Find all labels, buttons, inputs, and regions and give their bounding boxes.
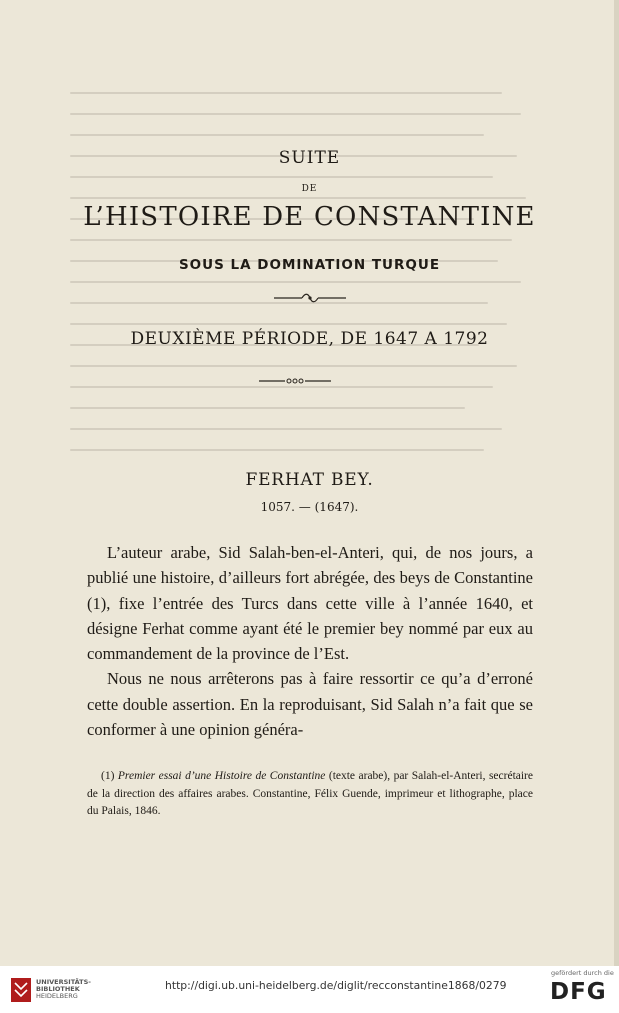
paragraph: L’auteur arabe, Sid Salah-ben-el-Anteri, qui, de nos jours, a publié une histoire, d’ailleurs fort abrégée, des beys de Constantine (1), fixe l’entrée des Turcs dans cette ville à l’année 1640, et désigne Ferhat comme ayant été le premier bey nommé par eux au commandement de la province de l’Est. [87, 543, 533, 664]
ub-heidelberg-logo-icon [10, 977, 32, 1003]
page-subtitle: SOUS LA DOMINATION TURQUE [178, 257, 441, 273]
footnote-text: (texte arabe), par Salah-el-Anteri, secrétaire de la direction des affaires arabes. Constantine, Félix Guende, imprimeur et lithographe, place du Palais, 1846. [87, 770, 533, 817]
period-heading: DEUXIÈME PÉRIODE, DE 1647 A 1792 [130, 329, 489, 349]
page-title: L’HISTOIRE DE CONSTANTINE [83, 202, 536, 232]
library-name-line1: UNIVERSITÄTS- [36, 978, 91, 986]
section-dates: 1057. — (1647). [260, 500, 359, 514]
dfg-logo: DFG [550, 979, 607, 1005]
body-text [87, 540, 533, 742]
sponsor-label: gefördert durch die [551, 969, 614, 977]
paragraph: Nous ne nous arrêterons pas à faire ressortir ce qu’a d’erroné cette double assertion. En la reproduisant, Sid Salah n’a fait que se conformer à une opinion généra- [87, 669, 533, 740]
heading-suite: SUITE [278, 148, 341, 168]
footnote-title: Premier essai d’une Histoire de Constantine [117, 770, 326, 782]
library-name-line2: BIBLIOTHEK [36, 985, 80, 993]
permalink-url[interactable]: http://digi.ub.uni-heidelberg.de/diglit/recconstantine1868/0279 [165, 979, 507, 992]
footnote [87, 768, 533, 821]
viewer-footer [0, 966, 619, 1013]
library-name-line3: HEIDELBERG [36, 992, 78, 1000]
heading-de: DE [301, 184, 318, 194]
ornament-dots-icon [257, 375, 333, 387]
footnote-marker: (1) [101, 770, 115, 782]
ornament-flourish-icon [272, 292, 348, 304]
section-title: FERHAT BEY. [245, 470, 374, 490]
